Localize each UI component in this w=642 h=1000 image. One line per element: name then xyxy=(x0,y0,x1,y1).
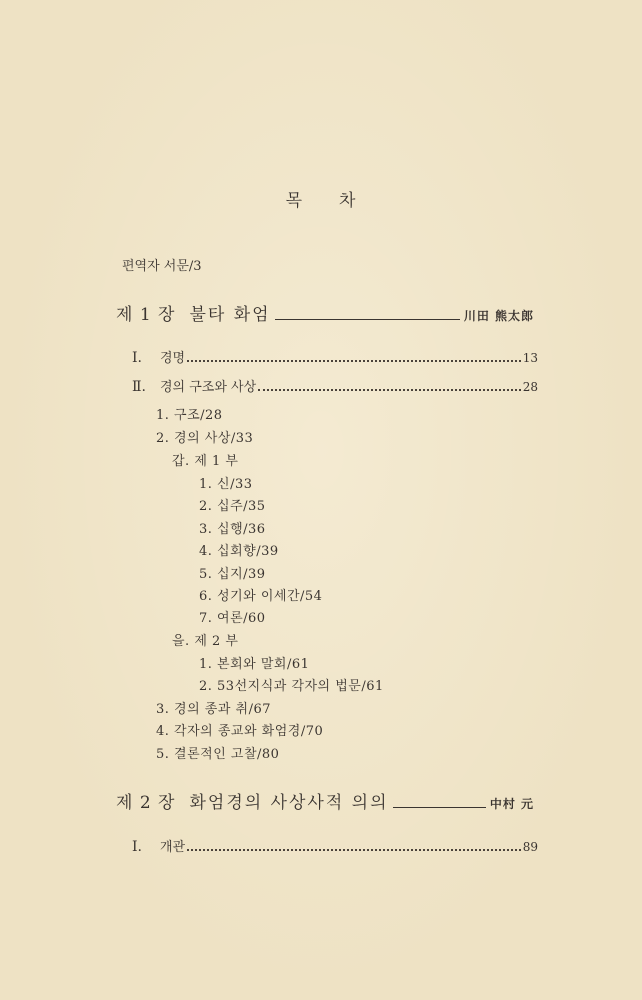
toc-item: 3. 경의 종과 취/67 xyxy=(156,702,272,717)
chapter-2-rule xyxy=(393,807,486,808)
dot-leader xyxy=(187,360,521,362)
toc-item: 2. 53선지식과 각자의 법문/61 xyxy=(199,679,384,694)
toc-item: 5. 결론적인 고찰/80 xyxy=(156,747,280,762)
section-page: 89 xyxy=(522,840,538,854)
toc-title-char-2: 차 xyxy=(339,191,357,211)
toc-item: 3. 십행/36 xyxy=(199,522,266,537)
section-page: 13 xyxy=(522,351,538,365)
toc-item: 2. 십주/35 xyxy=(199,499,266,514)
section-title: 경의 구조와 사상 xyxy=(160,380,257,395)
toc-item: 6. 성기와 이세간/54 xyxy=(199,589,323,604)
toc-item: 2. 경의 사상/33 xyxy=(156,431,254,446)
toc-item: 5. 십지/39 xyxy=(199,567,266,582)
section-number: Ⅱ. xyxy=(132,379,146,395)
section-entry xyxy=(132,347,538,366)
toc-item: 1. 본회와 말회/61 xyxy=(199,657,310,672)
toc-title xyxy=(0,186,642,211)
chapter-2-title: 화엄경의 사상사적 의의 xyxy=(189,793,389,813)
chapter-1-label: 제 1 장 xyxy=(116,305,176,325)
section-title: 개관 xyxy=(160,840,186,855)
toc-item: 7. 여론/60 xyxy=(199,611,266,626)
section-entry xyxy=(132,836,538,855)
chapter-2-heading xyxy=(116,788,534,814)
section-title: 경명 xyxy=(160,351,186,366)
section-page: 28 xyxy=(522,380,538,394)
chapter-2-author: 中村 元 xyxy=(489,797,534,811)
toc-item: 4. 각자의 종교와 화엄경/70 xyxy=(156,724,324,739)
section-number: Ⅰ. xyxy=(132,839,142,855)
section-entry xyxy=(132,376,538,395)
chapter-1-title: 불타 화엄 xyxy=(189,305,271,325)
chapter-1-rule xyxy=(275,319,460,320)
section-number: Ⅰ. xyxy=(132,350,142,366)
chapter-1-heading xyxy=(116,300,534,326)
dot-leader xyxy=(187,849,521,851)
toc-title-char-1: 목 xyxy=(285,191,303,211)
toc-item: 1. 신/33 xyxy=(199,477,253,492)
dot-leader xyxy=(258,389,521,391)
preface-entry: 편역자 서문/3 xyxy=(122,259,202,274)
chapter-1-author: 川田 熊太郎 xyxy=(463,309,534,323)
chapter-2-label: 제 2 장 xyxy=(116,793,176,813)
toc-item: 4. 십회향/39 xyxy=(199,544,279,559)
toc-part-heading: 갑. 제 1 부 xyxy=(172,454,239,469)
toc-part-heading: 을. 제 2 부 xyxy=(172,634,239,649)
toc-item: 1. 구조/28 xyxy=(156,408,223,423)
